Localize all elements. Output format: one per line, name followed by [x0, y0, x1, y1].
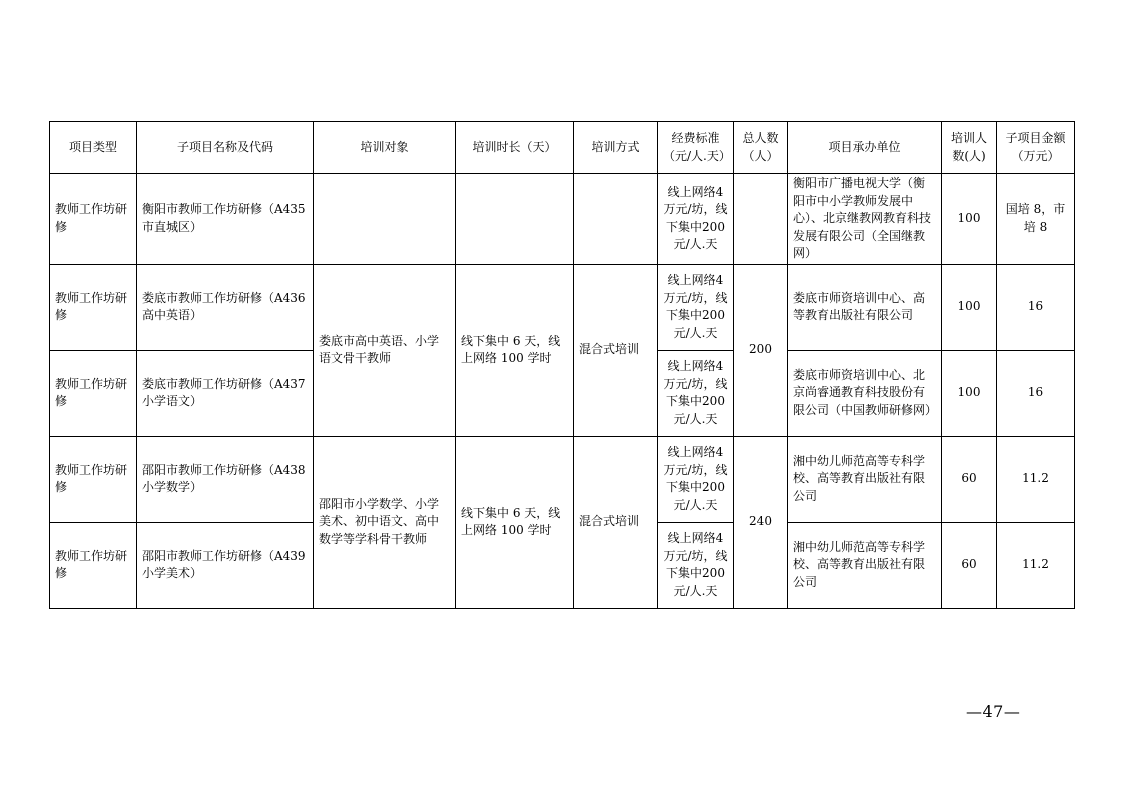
table-header-row — [50, 122, 1075, 174]
header-cell-unit: 项目承办单位 — [788, 122, 942, 174]
cell-method: 混合式培训 — [574, 436, 658, 608]
cell-amount: 国培 8，市培 8 — [997, 174, 1075, 265]
header-cell-total: 总人数（人） — [734, 122, 788, 174]
cell-total — [734, 174, 788, 265]
cell-type: 教师工作坊研修 — [50, 350, 137, 436]
training-project-table — [49, 121, 1075, 609]
cell-duration: 线下集中 6 天，线上网络 100 学时 — [456, 264, 574, 436]
cell-name: 娄底市教师工作坊研修（A436 高中英语） — [137, 264, 314, 350]
cell-amount: 11.2 — [997, 522, 1075, 608]
cell-type: 教师工作坊研修 — [50, 522, 137, 608]
cell-name: 邵阳市教师工作坊研修（A438 小学数学） — [137, 436, 314, 522]
cell-total: 240 — [734, 436, 788, 608]
cell-type: 教师工作坊研修 — [50, 174, 137, 265]
cell-fee: 线上网络4万元/坊，线下集中200元/人.天 — [658, 264, 734, 350]
header-cell-type: 项目类型 — [50, 122, 137, 174]
cell-type: 教师工作坊研修 — [50, 436, 137, 522]
cell-count: 100 — [942, 350, 997, 436]
cell-total: 200 — [734, 264, 788, 436]
cell-fee: 线上网络4万元/坊，线下集中200元/人.天 — [658, 350, 734, 436]
cell-unit: 湘中幼儿师范高等专科学校、高等教育出版社有限公司 — [788, 436, 942, 522]
cell-method — [574, 174, 658, 265]
cell-duration — [456, 174, 574, 265]
cell-name: 娄底市教师工作坊研修（A437 小学语文） — [137, 350, 314, 436]
header-cell-duration: 培训时长（天） — [456, 122, 574, 174]
cell-count: 100 — [942, 174, 997, 265]
cell-unit: 娄底市师资培训中心、北京尚睿通教育科技股份有限公司（中国教师研修网） — [788, 350, 942, 436]
table-row — [50, 264, 1075, 350]
header-cell-method: 培训方式 — [574, 122, 658, 174]
cell-target — [314, 174, 456, 265]
cell-fee: 线上网络4万元/坊，线下集中200元/人.天 — [658, 436, 734, 522]
cell-fee: 线上网络4万元/坊，线下集中200元/人.天 — [658, 522, 734, 608]
cell-unit: 湘中幼儿师范高等专科学校、高等教育出版社有限公司 — [788, 522, 942, 608]
header-cell-target: 培训对象 — [314, 122, 456, 174]
table-row — [50, 174, 1075, 265]
cell-count: 60 — [942, 436, 997, 522]
header-cell-fee: 经费标准（元/人.天） — [658, 122, 734, 174]
cell-amount: 16 — [997, 350, 1075, 436]
cell-type: 教师工作坊研修 — [50, 264, 137, 350]
cell-method: 混合式培训 — [574, 264, 658, 436]
header-cell-amount: 子项目金额（万元） — [997, 122, 1075, 174]
header-cell-name: 子项目名称及代码 — [137, 122, 314, 174]
table-row — [50, 436, 1075, 522]
cell-unit: 娄底市师资培训中心、高等教育出版社有限公司 — [788, 264, 942, 350]
page-number: —47— — [966, 702, 1021, 721]
cell-name: 衡阳市教师工作坊研修（A435 市直城区） — [137, 174, 314, 265]
header-cell-count: 培训人数(人) — [942, 122, 997, 174]
cell-amount: 16 — [997, 264, 1075, 350]
cell-fee: 线上网络4万元/坊，线下集中200元/人.天 — [658, 174, 734, 265]
cell-count: 60 — [942, 522, 997, 608]
cell-target: 娄底市高中英语、小学语文骨干教师 — [314, 264, 456, 436]
cell-duration: 线下集中 6 天，线上网络 100 学时 — [456, 436, 574, 608]
cell-target: 邵阳市小学数学、小学美术、初中语文、高中数学等学科骨干教师 — [314, 436, 456, 608]
cell-name: 邵阳市教师工作坊研修（A439 小学美术） — [137, 522, 314, 608]
cell-count: 100 — [942, 264, 997, 350]
cell-unit: 衡阳市广播电视大学（衡阳市中小学教师发展中心）、北京继教网教育科技发展有限公司（全国继教网） — [788, 174, 942, 265]
cell-amount: 11.2 — [997, 436, 1075, 522]
